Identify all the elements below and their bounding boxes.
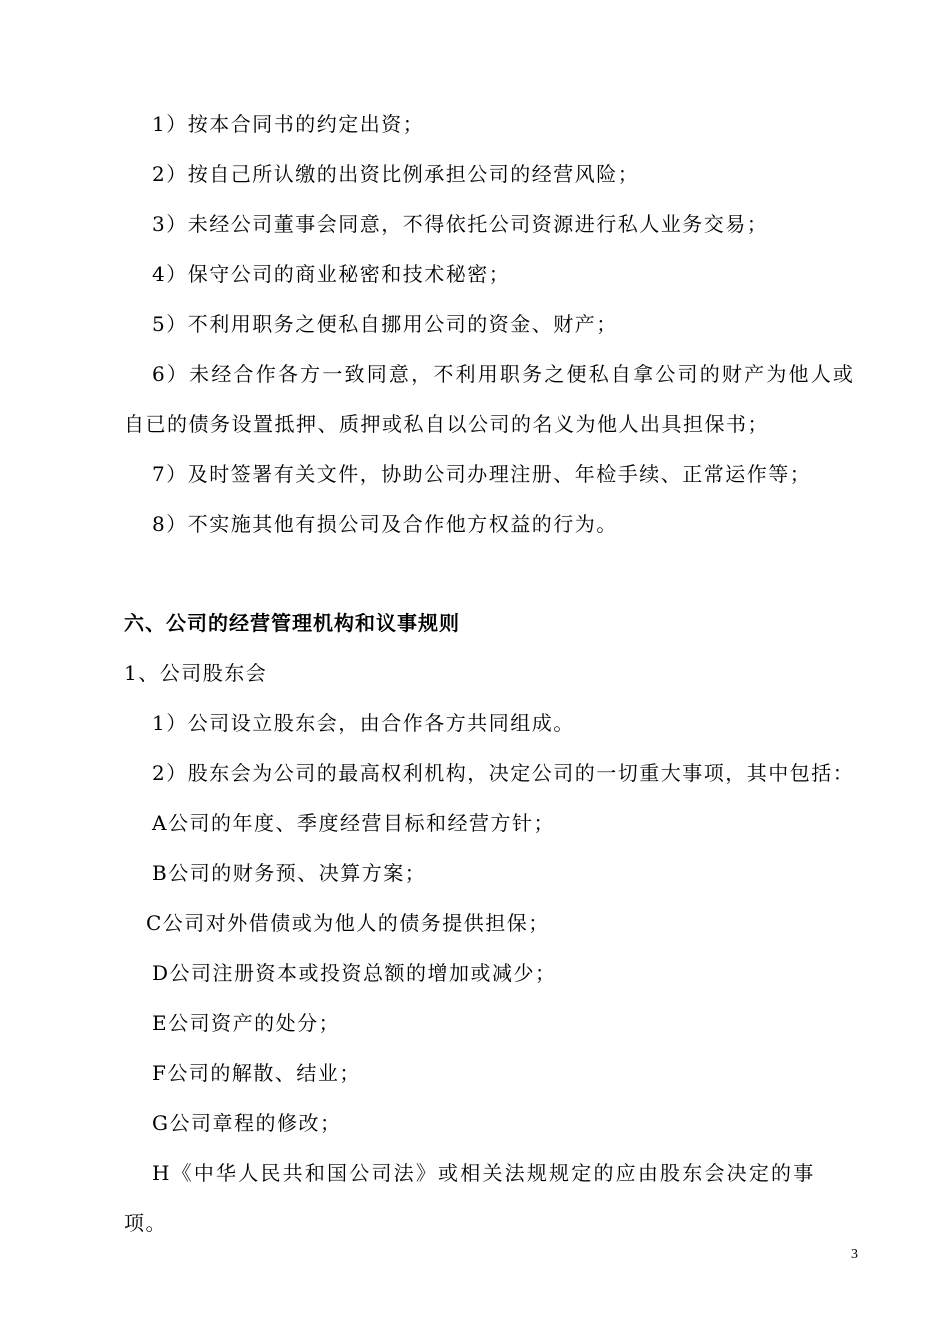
duty-line-8: 8）不实施其他有损公司及合作他方权益的行为。 [152, 512, 618, 536]
item-line-h: H《中华人民共和国公司法》或相关法规规定的应由股东会决定的事 [152, 1161, 816, 1185]
item-line-e: E公司资产的处分； [152, 1011, 341, 1035]
item-line-f: F公司的解散、结业； [152, 1061, 361, 1085]
item-line-c: C公司对外借债或为他人的债务提供担保； [146, 911, 550, 935]
item-line-2: 2）股东会为公司的最高权利机构，决定公司的一切重大事项，其中包括： [152, 761, 855, 785]
item-line-b: B公司的财务预、决算方案； [152, 861, 427, 885]
section-heading: 六、公司的经营管理机构和议事规则 [124, 611, 460, 635]
item-line-g: G公司章程的修改； [152, 1111, 342, 1135]
duty-line-4: 4）保守公司的商业秘密和技术秘密； [152, 262, 511, 286]
duty-line-5: 5）不利用职务之便私自挪用公司的资金、财产； [152, 312, 618, 336]
item-line-1: 1）公司设立股东会，由合作各方共同组成。 [152, 711, 575, 735]
duty-line-6-continued: 自已的债务设置抵押、质押或私自以公司的名义为他人出具担保书； [124, 412, 769, 436]
item-line-h-continued: 项。 [124, 1211, 167, 1235]
duty-line-7: 7）及时签署有关文件，协助公司办理注册、年检手续、正常运作等； [152, 462, 812, 486]
subsection-heading: 1、公司股东会 [124, 661, 268, 685]
duty-line-6: 6）未经合作各方一致同意，不利用职务之便私自拿公司的财产为他人或 [152, 362, 856, 386]
page-number: 3 [851, 1247, 858, 1262]
duty-line-2: 2）按自己所认缴的出资比例承担公司的经营风险； [152, 162, 640, 186]
duty-line-1: 1）按本合同书的约定出资； [152, 112, 425, 136]
duty-line-3: 3）未经公司董事会同意，不得依托公司资源进行私人业务交易； [152, 212, 769, 236]
item-line-a: A公司的年度、季度经营目标和经营方针； [152, 811, 555, 835]
item-line-d: D公司注册资本或投资总额的增加或减少； [152, 961, 557, 985]
